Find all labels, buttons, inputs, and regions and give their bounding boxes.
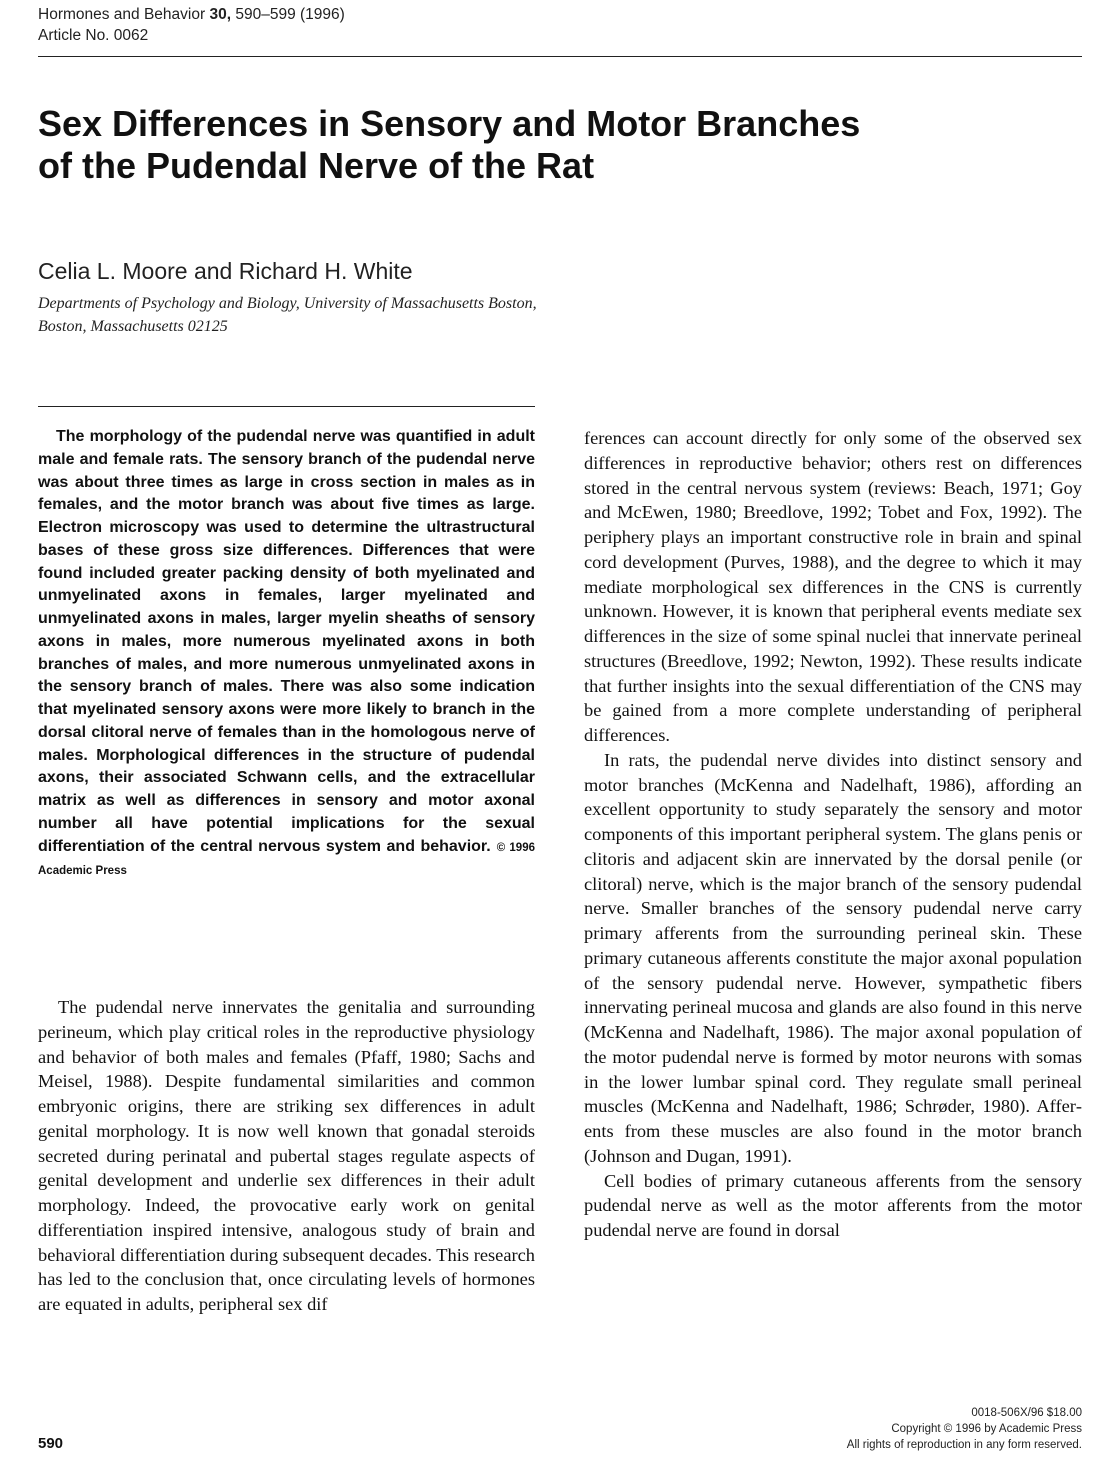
issn-price: 0018-506X/96 $18.00	[971, 1407, 1082, 1419]
authors: Celia L. Moore and Richard H. White	[38, 258, 413, 284]
title-line-1: Sex Differences in Sensory and Motor Branches	[38, 103, 861, 144]
journal-name: Hormones and Behavior	[38, 6, 206, 23]
body-column-right	[584, 426, 1082, 1243]
publisher-copyright: Copyright © 1996 by Academic Press	[891, 1423, 1082, 1435]
body-column-left	[38, 995, 535, 1317]
abstract	[38, 426, 535, 883]
affiliation	[38, 292, 738, 338]
article-number: Article No. 0062	[38, 27, 149, 44]
journal-volume: 30,	[209, 6, 232, 23]
abstract-rule	[38, 406, 535, 407]
copyright-footer	[847, 1405, 1082, 1453]
body-paragraph: ferences can account directly for only some of the observed sex differences in reproductive behavior; others rest on differences stored in the central nervous system (reviews: Beach, 1971; Goy and McEwen, 1980; Breedlove, 1992; Tobet and Fox, 1992). The periphery plays an important constructive role in brain and spinal cord development (Purves, 1988), and the degree to which it may mediate morphological sex differences in the CNS is currently unknown. However, it is known that peripheral events mediate sex differences in the size of some spinal nuclei that innervate perineal structures (Breedlove, 1992; Newton, 1992). These results indicate that further insights into the sexual differentiation of the CNS may be gained from a more complete understanding of peripheral differences.	[584, 428, 1082, 745]
body-paragraph: In rats, the pudendal nerve divides into distinct sensory and motor branches (McKenna and Nadelhaft, 1986), affording an excellent opportunity to study separately the sensory and motor components of this important peripheral system. The glans penis or clitoris and adjacent skin are innervated by the dorsal penile (or clitoral) nerve, which is the major branch of the sensory pudendal nerve. Smaller branches of the sensory pudendal nerve carry primary afferents from the surrounding perineal skin. These primary cutaneous afferents constitute the major axonal population of the sensory pudendal nerve. However, sympathetic fibers innervating perineal mucosa and glands are also found in this nerve (McKenna and Nadelhaft, 1986). The major axonal population of the motor pudendal nerve is formed by motor neurons with somas in the lower lumbar spinal cord. They regulate small perineal muscles (McKenna and Nadelhaft, 1986; Schrøder, 1980). Afferents from these muscles are also found in the motor branch (Johnson and Dugan, 1991).	[584, 749, 1082, 1166]
journal-header	[38, 4, 345, 46]
abstract-copyright: © 1996 Academic Press	[38, 841, 535, 878]
abstract-text: The morphology of the pudendal nerve was quantified in adult male and female rats. The sensory branch of the pudendal nerve was about three times as large in cross section in males as in females, and the motor branch was about five times as large. Electron microscopy was used to determine the ultrastructural bases of these gross size differences. Differences that were found included greater packing density of both myelinated and unmyelinated axons in females, larger myelinated and unmyelinated axons in males, larger myelin sheaths of sensory axons in males, more numerous myelinated axons in both branches of males, and more numerous unmyelinated axons in the sensory branch of males. There was also some indication that myelinated sensory axons were more likely to branch in the dorsal clitoral nerve of females than in the homologous nerve of males. Morphological differences in the structure of pudendal axons, their associated Schwann cells, and the extracellular matrix as well as differences in sensory and motor axonal number all have potential implications for the sexual differentiation of the central nervous system and behavior.	[38, 428, 535, 855]
page-number: 590	[38, 1435, 64, 1452]
journal-pages: 590–599 (1996)	[235, 6, 345, 23]
affiliation-line-1: Departments of Psychology and Biology, University of Massachusetts Boston,	[38, 295, 537, 312]
reproduction-rights: All rights of reproduction in any form reserved.	[846, 1439, 1082, 1451]
journal-citation	[38, 4, 345, 25]
affiliation-line-2: Boston, Massachusetts 02125	[38, 318, 228, 335]
title-line-2: of the Pudendal Nerve of the Rat	[38, 145, 595, 186]
body-paragraph: The pudendal nerve innervates the genitalia and surrounding perineum, which play critical roles in the reproductive physiology and behavior of both males and females (Pfaff, 1980; Sachs and Meisel, 1988). Despite fundamental similarities and common embryonic origins, there are striking sex differences in adult genital morphology. It is now well known that gonadal steroids secreted during perinatal and pubertal stages regulate aspects of genital development and underlie sex differences in their adult morphology. Indeed, the provocative early work on genital differentiation inspired intensive, analogous study of brain and behavioral differentiation during subsequent decades. This research has led to the conclusion that, once circulating levels of hormones are equated in adults, peripheral sex dif	[38, 997, 535, 1314]
article-title	[38, 103, 1038, 187]
body-paragraph: Cell bodies of primary cutaneous afferents from the sensory pudendal nerve as well as the motor afferents from the motor pudendal nerve are found in dorsal	[584, 1170, 1082, 1240]
header-rule	[38, 56, 1082, 57]
